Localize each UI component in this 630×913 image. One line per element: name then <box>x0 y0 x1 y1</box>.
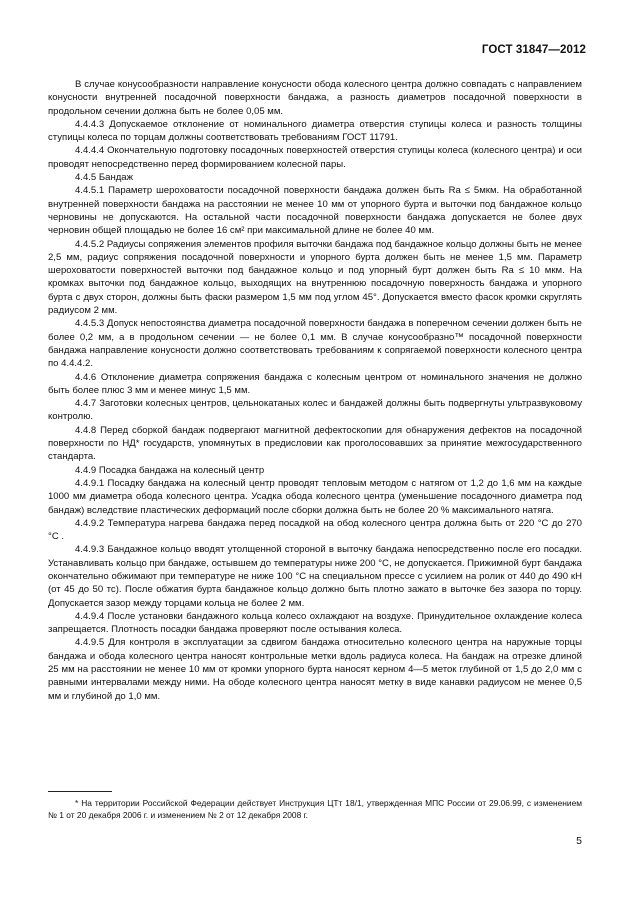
paragraph: 4.4.4.3 Допускаемое отклонение от номинального диаметра отверстия ступицы колеса и разность толщины ступицы колеса по торцам должны соответствовать требованиям ГОСТ 11791. <box>48 118 582 144</box>
page-header-standard: ГОСТ 31847—2012 <box>481 44 586 56</box>
paragraph: 4.4.8 Перед сборкой бандаж подвергают магнитной дефектоскопии для обнаружения дефектов на посадочной поверхности по НД* государств, упомянутых в предисловии как проголосовавших за принятие межгосударственного стандарта. <box>48 424 582 463</box>
paragraph: 4.4.9.5 Для контроля в эксплуатации за сдвигом бандажа относительно колесного центра на наружные торцы бандажа и обода колесного центра наносят контрольные метки вдоль радиуса колеса. На бандаж на отрезке длиной 25 мм на расстоянии не менее 10 мм от кромки упорного бурта наносят керном 4—5 меток глубиной от 1,5 до 2,0 мм с равными интервалами между ними. На ободе колесного центра наносят метку в виде канавки радиусом не менее 0,5 мм и глубиной до 1,0 мм. <box>48 637 582 702</box>
footnote-text: * На территории Российской Федерации действует Инструкция ЦТт 18/1, утвержденная МПС России от 29.06.99, с изменением № 1 от 20 декабря 2006 г. и изменением № 2 от 12 декабря 2008 г. <box>48 798 582 820</box>
paragraph: 4.4.5.1 Параметр шероховатости посадочной поверхности бандажа должен быть Ra ≤ 5мкм. На обработанной внутренней поверхности бандажа на расстоянии не менее 10 мм от упорного бурта и выточки под бандажное кольцо черновины не допускаются. На остальной части посадочной поверхности бандажа допускается не более двух черновин общей площадью не более 16 см² при максимальной длине не более 40 мм. <box>48 185 582 237</box>
paragraph: 4.4.9.2 Температура нагрева бандажа перед посадкой на обод колесного центра должна быть от 220 °С до 270 °С . <box>48 517 582 543</box>
paragraph: 4.4.5.3 Допуск непостоянства диаметра посадочной поверхности бандажа в поперечном сечении должен быть не более 0,2 мм, а в продольном сечении — не более 0,1 мм. В случае конусообразно™ посадочной поверхности бандажа направление конусности должно соответствовать требованиям к сопрягаемой поверхности колесного центра по 4.4.4.2. <box>48 318 582 370</box>
paragraph: 4.4.9.3 Бандажное кольцо вводят утолщенной стороной в выточку бандажа непосредственно после его посадки. Устанавливать кольцо при бандаже, остывшем до температуры ниже 200 °С, не допускается. Прижимной бурт бандажа окончательно обжимают при температуре не ниже 100 °С на специальном прессе с усилием на ролик от 440 до 490 кН (от 45 до 50 тс). После обжатия бурта бандажное кольцо должно быть плотно зажато в выточке без зазора по торцу. Допускается зазор между торцами кольца не более 2 мм. <box>48 544 582 609</box>
paragraph: 4.4.9.4 После установки бандажного кольца колесо охлаждают на воздухе. Принудительное охлаждение колеса запрещается. Плотность посадки бандажа проверяют после остывания колеса. <box>48 610 582 636</box>
page-number: 5 <box>576 835 582 847</box>
paragraph: 4.4.6 Отклонение диаметра сопряжения бандажа с колесным центром от номинального значения не должно быть более плюс 3 мм и менее минус 1,5 мм. <box>48 371 582 396</box>
footnote <box>48 797 582 821</box>
paragraph: 4.4.5.2 Радиусы сопряжения элементов профиля выточки бандажа под бандажное кольцо должны быть не менее 2,5 мм, радиус сопряжения посадочной поверхности и упорного бурта должен быть не менее 1,5 мм. Параметр шероховатости поверхностей выточки под бандажное кольцо и под упорный бурт должен быть Ra ≤ 10 мкм. На кромках выточки под бандажное кольцо, выходящих на внутреннюю посадочную поверхность бандажа и упорного бурта с двух сторон, должны быть фаски размером 1,5 мм под углом 45°. Допускается вместо фасок кромки скруглять радиусом 2 мм. <box>48 238 582 317</box>
paragraph: В случае конусообразности направление конусности обода колесного центра должно совпадать с направлением конусности внутренней посадочной поверхности бандажа, а разность диаметров посадочной поверхности в продольном сечении должна быть не более 0,05 мм. <box>48 79 582 117</box>
section-heading: 4.4.5 Бандаж <box>75 172 133 184</box>
paragraph: 4.4.9.1 Посадку бандажа на колесный центр проводят тепловым методом с натягом от 1,2 до 1,6 мм на каждые 1000 мм диаметра обода колесного центра. Усадка обода колесного центра (уменьшение посадочного диаметра под бандаж) вследствие пластических деформаций после сборки должна быть не более 20 % максимального натяга. <box>48 477 582 516</box>
paragraph: 4.4.7 Заготовки колесных центров, цельнокатаных колес и бандажей должны быть подвергнуты ультразвуковому контролю. <box>48 398 582 423</box>
document-body <box>48 78 582 703</box>
paragraph: 4.4.4.4 Окончательную подготовку посадочных поверхностей отверстия ступицы колеса (колесного центра) и оси проводят непосредственно перед формированием колесной пары. <box>48 145 582 170</box>
section-heading: 4.4.9 Посадка бандажа на колесный центр <box>75 464 265 476</box>
footnote-divider <box>48 791 112 792</box>
